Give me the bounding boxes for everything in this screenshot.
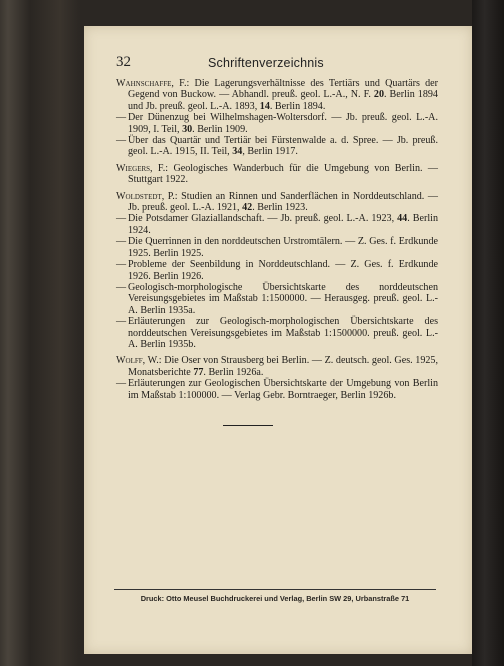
volume-number: 34 bbox=[232, 146, 243, 158]
volume-number: 30 bbox=[182, 123, 193, 135]
book-page bbox=[84, 26, 472, 654]
entry-sub-citation bbox=[116, 236, 438, 259]
ditto-dash: — bbox=[116, 236, 127, 248]
citation-text: Erläuterungen zur Geologisch-morphologischen Übersichtskarte des norddeutschen Vereisungsgebietes im Maßstab 1:1500000. preuß. geol. L.-A. Berlin 1935b. bbox=[128, 316, 438, 350]
citation-text: . Berlin 1926a. bbox=[203, 366, 264, 378]
bibliography-entry bbox=[116, 163, 438, 186]
author-name: Wiegers, F.: bbox=[116, 162, 169, 174]
ditto-dash: — bbox=[116, 316, 127, 328]
running-title: Schriftenverzeichnis bbox=[208, 56, 324, 70]
bibliography-entry bbox=[116, 355, 438, 401]
citation-text: Der Dünenzug bei Wilhelmshagen-Woltersdorf. — Jb. preuß. geol. L.-A. 1909, I. Teil, bbox=[128, 112, 438, 135]
entry-sub-citation bbox=[116, 316, 438, 350]
author-name: Woldstedt, P.: bbox=[116, 190, 178, 202]
ditto-dash: — bbox=[116, 112, 127, 124]
ditto-dash: — bbox=[116, 281, 127, 293]
section-end-rule bbox=[223, 425, 273, 426]
printer-imprint: Druck: Otto Meusel Buchdruckerei und Verlag, Berlin SW 29, Urbanstraße 71 bbox=[140, 594, 410, 603]
entry-sub-citation bbox=[116, 112, 438, 135]
ditto-dash: — bbox=[116, 378, 127, 390]
citation-text: . Berlin 1909. bbox=[192, 123, 248, 135]
citation-text: Die Potsdamer Glaziallandschaft. — Jb. preuß. geol. L.-A. 1923, bbox=[128, 213, 398, 225]
entry-first-citation bbox=[116, 78, 438, 112]
entry-sub-citation bbox=[116, 259, 438, 282]
volume-number: 14 bbox=[259, 100, 270, 112]
entry-first-citation bbox=[116, 191, 438, 214]
author-name: Wahnschaffe, F.: bbox=[116, 78, 190, 89]
author-name: Wolff, W.: bbox=[116, 355, 162, 367]
citation-text: Die Querrinnen in den norddeutschen Urstromtälern. — Z. Ges. f. Erdkunde 1925. Berlin 1925. bbox=[128, 236, 438, 259]
entry-sub-citation bbox=[116, 282, 438, 316]
page-header bbox=[116, 54, 436, 72]
citation-text: Die Oser von Strausberg bei Berlin. — Z. deutsch. geol. Ges. 1925, Monatsberichte bbox=[128, 355, 439, 378]
citation-text: Geologisch-morphologische Übersichtskarte des norddeutschen Vereisungsgebietes im Maßstab 1:1500000. — Herausgeg. preuß. geol. L.-A. Berlin 1935a. bbox=[128, 281, 438, 316]
volume-number: 42 bbox=[242, 202, 253, 214]
citation-text: Erläuterungen zur Geologischen Übersichtskarte der Umgebung von Berlin im Maßstab 1:100000. — Verlag Gebr. Borntraeger, Berlin 1926b. bbox=[128, 378, 438, 401]
bibliography-entry bbox=[116, 78, 438, 158]
citation-text: Die Lagerungsverhältnisse des Tertiärs und Quartärs der Gegend von Buckow. — Abhandl. preuß. geol. L.-A., N. F. bbox=[128, 78, 438, 101]
bibliography-list bbox=[116, 78, 438, 406]
citation-text: Geologisches Wanderbuch für die Umgebung von Berlin. — Stuttgart 1922. bbox=[128, 162, 438, 186]
citation-text: , Berlin 1917. bbox=[242, 146, 298, 158]
citation-text: . Berlin 1894. bbox=[269, 100, 326, 112]
citation-text: . Berlin 1894 und Jb. preuß. geol. L.-A. 1893, bbox=[128, 89, 438, 112]
citation-text: Probleme der Seenbildung in Norddeutschland. — Z. Ges. f. Erdkunde 1926. Berlin 1926. bbox=[128, 259, 438, 282]
entry-sub-citation bbox=[116, 135, 438, 158]
bibliography-entry bbox=[116, 191, 438, 351]
footer-rule bbox=[114, 589, 436, 590]
book-spine-shadow bbox=[472, 0, 504, 666]
volume-number: 77 bbox=[193, 366, 204, 378]
citation-text: . Berlin 1923. bbox=[252, 202, 308, 214]
entry-sub-citation bbox=[116, 213, 438, 236]
entry-first-citation bbox=[116, 355, 438, 378]
ditto-dash: — bbox=[116, 135, 127, 147]
citation-text: Studien an Rinnen und Sanderflächen in Norddeutschland. — Jb. preuß. geol. L.-A. 1921, bbox=[128, 190, 438, 214]
ditto-dash: — bbox=[116, 259, 127, 271]
ditto-dash: — bbox=[116, 213, 127, 225]
citation-text: Über das Quartär und Tertiär bei Fürstenwalde a. d. Spree. — Jb. preuß. geol. L.-A. 1915, II. Teil, bbox=[128, 135, 438, 158]
entry-first-citation bbox=[116, 163, 438, 186]
page-number: 32 bbox=[116, 54, 131, 70]
citation-text: . Berlin 1924. bbox=[128, 213, 438, 236]
volume-number: 44 bbox=[397, 213, 408, 225]
entry-sub-citation bbox=[116, 378, 438, 401]
volume-number: 20 bbox=[373, 89, 385, 101]
